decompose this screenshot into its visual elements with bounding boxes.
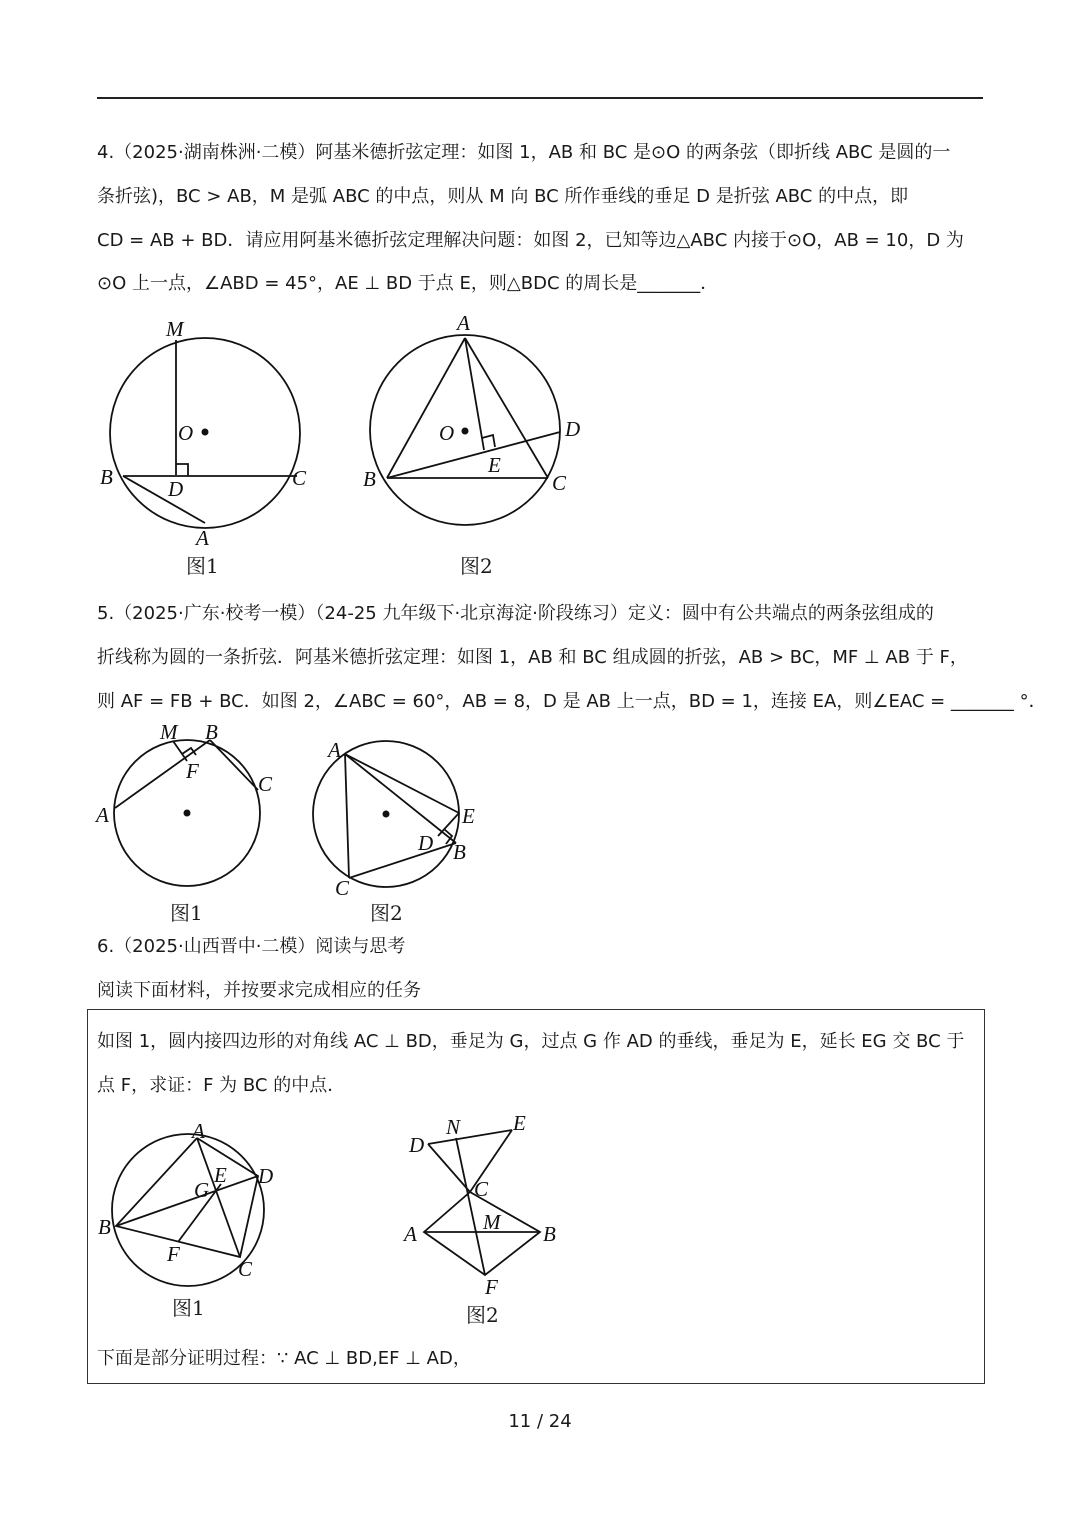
q6-box-line-2: 点 F，求证：F 为 BC 的中点． — [97, 1075, 346, 1096]
q6-text-line-2: 阅读下面材料，并按要求完成相应的任务 — [97, 980, 421, 1001]
q6-fig1-label-C: C — [238, 1257, 253, 1281]
q4-fig2-label-E: E — [488, 453, 501, 477]
q4-fig2-label-A: A — [457, 311, 470, 335]
q5-fig2-label-C: C — [335, 876, 350, 898]
q4-fig2-label-D: D — [565, 417, 581, 441]
q4-fig2-label-B: B — [363, 467, 376, 491]
q5-fig2-label-E: E — [462, 804, 475, 828]
page-number: 11 / 24 — [508, 1411, 572, 1432]
q5-fig1-label-B: B — [205, 720, 218, 744]
q4-fig1-label-B: B — [100, 465, 113, 489]
q5-fig2-caption: 图2 — [370, 901, 403, 925]
q6-figure-2 — [400, 1108, 570, 1308]
q4-fig1-label-D: D — [168, 477, 184, 501]
q4-fig2-label-C: C — [552, 471, 567, 495]
q6-text-line-1: 6.（2025·山西晋中·二模）阅读与思考 — [97, 936, 406, 957]
q6-fig2-label-M: M — [483, 1210, 501, 1234]
q6-box-line-1: 如图 1，圆内接四边形的对角线 AC ⊥ BD，垂足为 G，过点 G 作 AD 的垂线，垂足为 E，延长 EG 交 BC 于 — [97, 1031, 965, 1052]
q6-figure-1 — [92, 1118, 292, 1293]
q6-fig2-label-F: F — [485, 1275, 498, 1299]
q6-fig2-caption: 图2 — [466, 1303, 499, 1327]
q6-fig2-label-N: N — [446, 1115, 461, 1139]
q4-fig1-caption: 图1 — [186, 554, 219, 578]
q5-fig1-label-A: A — [96, 803, 109, 827]
q6-fig2-label-D: D — [409, 1133, 425, 1157]
q5-fig1-label-C: C — [258, 772, 273, 796]
q5-fig2-label-D: D — [418, 831, 434, 855]
q6-fig1-label-G: G — [194, 1178, 210, 1202]
q5-text-line-2: 折线称为圆的一条折弦．阿基米德折弦定理：如图 1，AB 和 BC 组成圆的折弦，AB > BC，MF ⊥ AB 于 F， — [97, 647, 968, 668]
q4-fig1-label-A: A — [196, 526, 209, 550]
q5-fig1-caption: 图1 — [170, 901, 203, 925]
q6-fig1-label-F: F — [167, 1242, 180, 1266]
header-rule — [97, 97, 983, 99]
q4-text-line-1: 4.（2025·湖南株洲·二模）阿基米德折弦定理：如图 1，AB 和 BC 是⊙O 的两条弦（即折线 ABC 是圆的一 — [97, 142, 951, 163]
q6-fig1-label-D: D — [258, 1164, 274, 1188]
q4-fig1-label-C: C — [292, 466, 307, 490]
q5-text-line-1: 5.（2025·广东·校考一模）（24-25 九年级下·北京海淀·阶段练习）定义：圆中有公共端点的两条弦组成的 — [97, 603, 934, 624]
q6-fig1-caption: 图1 — [172, 1296, 205, 1320]
q6-fig1-label-A: A — [192, 1119, 205, 1143]
q5-figure-1 — [90, 718, 290, 893]
q4-text-line-4: ⊙O 上一点，∠ABD = 45°，AE ⊥ BD 于点 E，则△BDC 的周长是_______． — [97, 273, 719, 294]
q6-fig1-label-E: E — [214, 1163, 227, 1187]
q4-fig2-label-O: O — [439, 421, 455, 445]
q6-fig2-label-E: E — [513, 1111, 526, 1135]
q4-fig1-label-M: M — [166, 317, 184, 341]
q6-box-line-3: 下面是部分证明过程：∵ AC ⊥ BD,EF ⊥ AD， — [97, 1348, 471, 1369]
q6-fig2-label-C: C — [474, 1177, 489, 1201]
q4-text-line-2: 条折弦)，BC > AB，M 是弧 ABC 的中点，则从 M 向 BC 所作垂线的垂足 D 是折弦 ABC 的中点，即 — [97, 186, 909, 207]
q5-fig2-label-A: A — [328, 738, 341, 762]
q6-fig2-label-B: B — [543, 1222, 556, 1246]
q5-fig1-label-M: M — [160, 720, 178, 744]
q4-figure-2 — [355, 310, 615, 540]
q6-fig2-label-A: A — [404, 1222, 417, 1246]
q4-fig2-caption: 图2 — [460, 554, 493, 578]
q4-figure-1 — [90, 310, 330, 550]
q5-figure-2 — [300, 728, 500, 898]
q4-fig1-label-O: O — [178, 421, 194, 445]
q5-text-line-3: 则 AF = FB + BC．如图 2，∠ABC = 60°，AB = 8，D 是 AB 上一点，BD = 1，连接 EA，则∠EAC = _______ °． — [97, 691, 1047, 712]
q5-fig1-label-F: F — [186, 759, 199, 783]
q5-fig2-label-B: B — [453, 840, 466, 864]
q4-text-line-3: CD = AB + BD．请应用阿基米德折弦定理解决问题：如图 2，已知等边△ABC 内接于⊙O，AB = 10，D 为 — [97, 230, 964, 251]
q6-fig1-label-B: B — [98, 1215, 111, 1239]
